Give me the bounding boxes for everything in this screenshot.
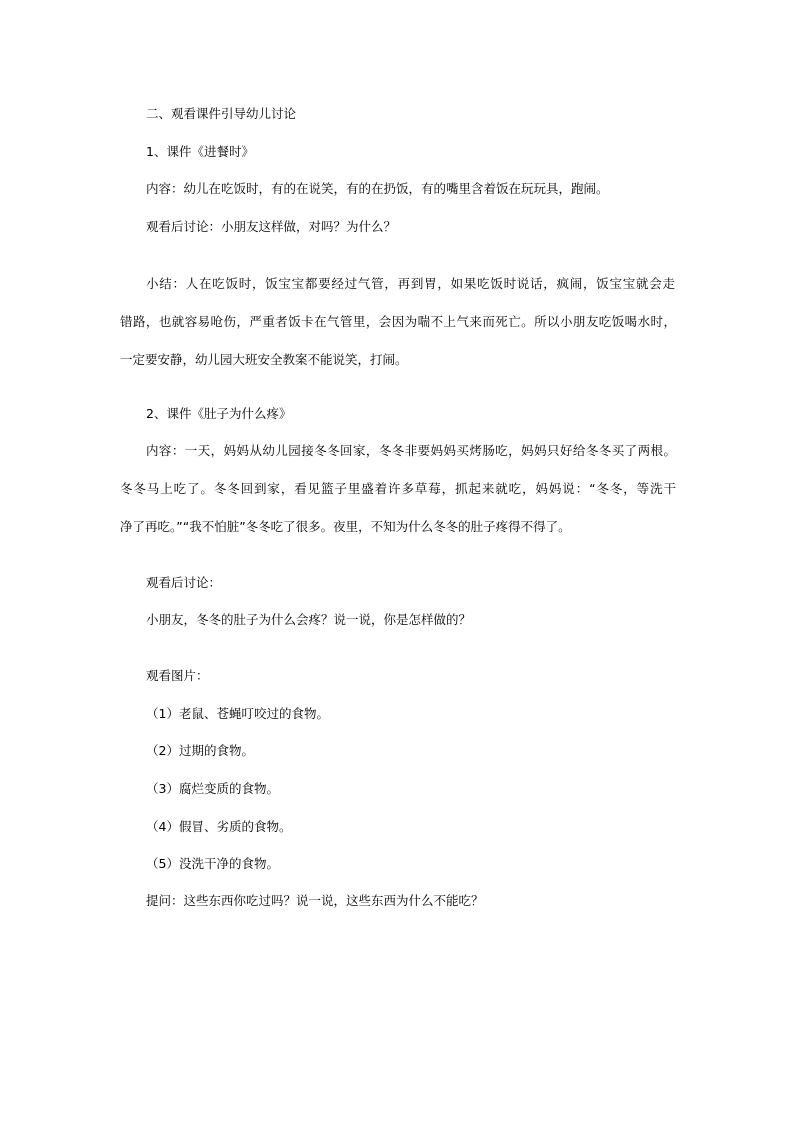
item2-title: 2、课件《肚子为什么疼》 xyxy=(146,406,292,421)
picture-list-item-2: （2）过期的食物。 xyxy=(146,743,254,758)
picture-list-item-1: （1）老鼠、苍蝇叮咬过的食物。 xyxy=(146,706,329,721)
item1-summary-line-1: 小结：人在吃饭时，饭宝宝都要经过气管，再到胃，如果吃饭时说话，疯闹，饭宝宝就会走 xyxy=(146,276,675,291)
section-heading: 二、观看课件引导幼儿讨论 xyxy=(146,106,297,121)
item2-question: 提问：这些东西你吃过吗？说一说，这些东西为什么不能吃？ xyxy=(146,893,484,908)
item2-discussion-question: 小朋友，冬冬的肚子为什么会疼？说一说，你是怎样做的？ xyxy=(146,612,472,627)
item2-discussion-label: 观看后讨论： xyxy=(146,575,222,590)
item2-content-line-1: 内容：一天，妈妈从幼儿园接冬冬回家，冬冬非要妈妈买烤肠吃，妈妈只好给冬冬买了两根。 xyxy=(146,443,676,458)
item1-summary-line-3: 一定要安静，幼儿园大班安全教案不能说笑，打闹。 xyxy=(120,352,408,367)
picture-list-item-4: （4）假冒、劣质的食物。 xyxy=(146,819,292,834)
picture-list-item-5: （5）没洗干净的食物。 xyxy=(146,856,279,871)
item1-summary-line-2: 错路，也就容易呛伤，严重者饭卡在气管里，会因为喘不上气来而死亡。所以小朋友吃饭喝水时， xyxy=(120,314,676,329)
item1-discussion: 观看后讨论：小朋友这样做，对吗？为什么？ xyxy=(146,219,397,234)
item2-pictures-label: 观看图片： xyxy=(146,668,209,683)
item2-content-line-3: 净了再吃。”“我不怕脏”冬冬吃了很多。夜里，不知为什么冬冬的肚子疼得不得了。 xyxy=(120,519,571,534)
item1-content: 内容：幼儿在吃饭时，有的在说笑，有的在扔饭，有的嘴里含着饭在玩玩具，跑闹。 xyxy=(146,181,609,196)
picture-list-item-3: （3）腐烂变质的食物。 xyxy=(146,781,279,796)
item1-title: 1、课件《进餐时》 xyxy=(146,144,254,159)
item2-content-line-2: 冬冬马上吃了。冬冬回到家，看见篮子里盛着许多草莓，抓起来就吃，妈妈说：“冬冬，等洗干 xyxy=(120,481,676,496)
